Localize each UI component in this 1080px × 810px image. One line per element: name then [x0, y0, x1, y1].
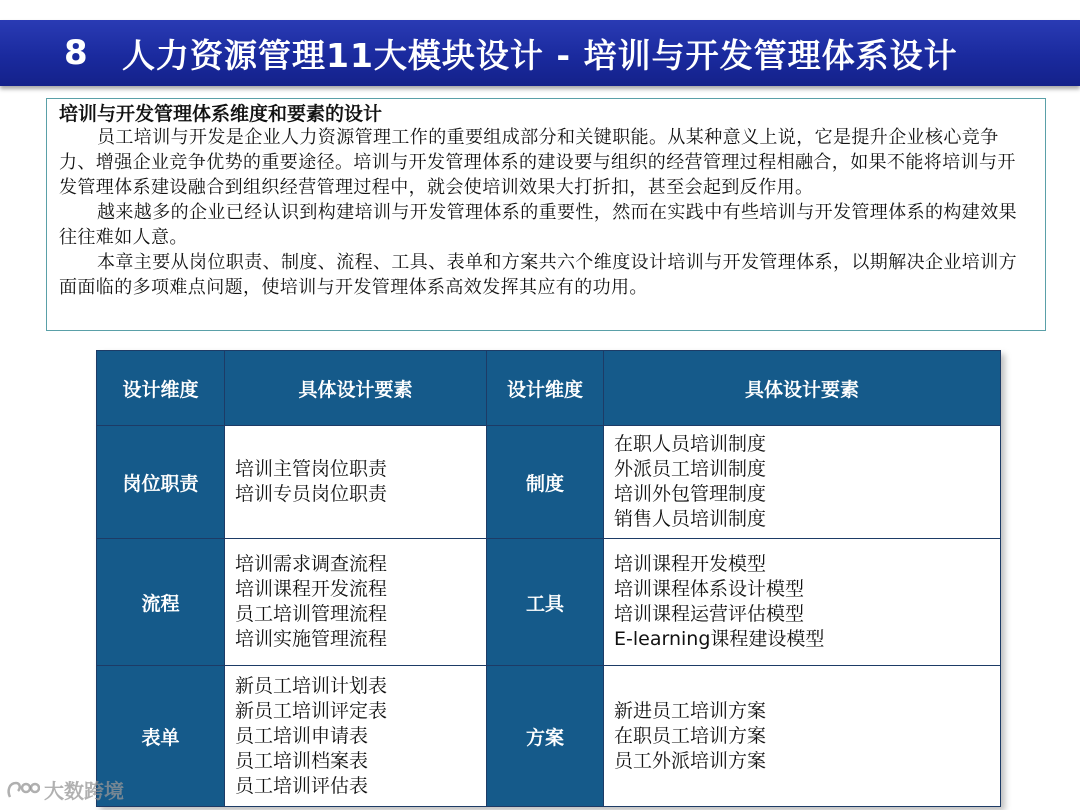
- column-header-dimension: 设计维度: [487, 351, 604, 426]
- element-item: E-learning课程建设模型: [614, 628, 825, 650]
- table-row: [97, 666, 1001, 807]
- dimension-cell: 方案: [487, 666, 604, 807]
- element-item: 培训课程开发流程: [235, 578, 388, 600]
- intro-paragraph: 越来越多的企业已经认识到构建培训与开发管理体系的重要性，然而在实践中有些培训与开发管理体系的构建效果往往难如人意。: [59, 202, 1017, 248]
- watermark-logo-icon: [6, 779, 40, 801]
- element-item: 员工培训档案表: [235, 749, 369, 772]
- intro-heading: 培训与开发管理体系维度和要素的设计: [59, 103, 383, 125]
- elements-cell: [604, 426, 1001, 539]
- column-header-elements: 具体设计要素: [604, 351, 1001, 426]
- table-header-row: [97, 351, 1001, 426]
- element-item: 培训主管岗位职责: [235, 458, 388, 480]
- elements-cell: [225, 426, 487, 539]
- element-item: 培训实施管理流程: [235, 628, 388, 650]
- dimension-cell: 岗位职责: [97, 426, 225, 539]
- element-item: 在职人员培训制度: [614, 433, 767, 455]
- elements-cell: [225, 666, 487, 807]
- watermark-text: 大数跨境: [44, 779, 124, 803]
- intro-box: [46, 98, 1046, 331]
- element-item: 员工培训管理流程: [235, 603, 388, 625]
- element-item: 新员工培训计划表: [235, 674, 388, 697]
- watermark: [6, 775, 124, 804]
- page-title: 人力资源管理11大模块设计 - 培训与开发管理体系设计: [122, 35, 958, 75]
- section-number: 8: [64, 33, 88, 73]
- column-header-elements: 具体设计要素: [225, 351, 487, 426]
- element-item: 培训课程运营评估模型: [614, 603, 805, 625]
- element-item: 在职员工培训方案: [614, 724, 767, 747]
- element-item: 培训课程体系设计模型: [614, 578, 805, 600]
- element-item: 培训需求调查流程: [235, 553, 388, 575]
- element-item: 培训外包管理制度: [614, 483, 767, 505]
- elements-cell: [604, 666, 1001, 807]
- element-item: 培训专员岗位职责: [235, 483, 388, 505]
- design-table: [96, 350, 1001, 807]
- elements-cell: [225, 539, 487, 666]
- dimension-cell: 流程: [97, 539, 225, 666]
- element-item: 培训课程开发模型: [614, 553, 767, 575]
- elements-cell: [604, 539, 1001, 666]
- design-table-wrapper: [96, 350, 1000, 807]
- dimension-cell: 表单: [97, 666, 225, 807]
- table-row: [97, 426, 1001, 539]
- intro-paragraph: 员工培训与开发是企业人力资源管理工作的重要组成部分和关键职能。从某种意义上说，它是提升企业核心竞争力、增强企业竞争优势的重要途径。培训与开发管理体系的建设要与组织的经营管理过程相融合，如果不能将培训与开发管理体系建设融合到组织经营管理过程中，就会使培训效果大打折扣，甚至会起到反作用。: [59, 127, 1016, 198]
- element-item: 员工外派培训方案: [614, 749, 767, 772]
- element-item: 员工培训评估表: [235, 774, 369, 797]
- intro-paragraph: 本章主要从岗位职责、制度、流程、工具、表单和方案共六个维度设计培训与开发管理体系，以期解决企业培训方面面临的多项难点问题，使培训与开发管理体系高效发挥其应有的功用。: [59, 252, 1017, 298]
- element-item: 员工培训申请表: [235, 724, 369, 747]
- dimension-cell: 制度: [487, 426, 604, 539]
- dimension-cell: 工具: [487, 539, 604, 666]
- element-item: 新进员工培训方案: [614, 699, 767, 722]
- table-row: [97, 539, 1001, 666]
- element-item: 新员工培训评定表: [235, 699, 388, 722]
- column-header-dimension: 设计维度: [97, 351, 225, 426]
- title-bar: [0, 20, 1080, 86]
- element-item: 外派员工培训制度: [614, 458, 767, 480]
- element-item: 销售人员培训制度: [614, 508, 767, 530]
